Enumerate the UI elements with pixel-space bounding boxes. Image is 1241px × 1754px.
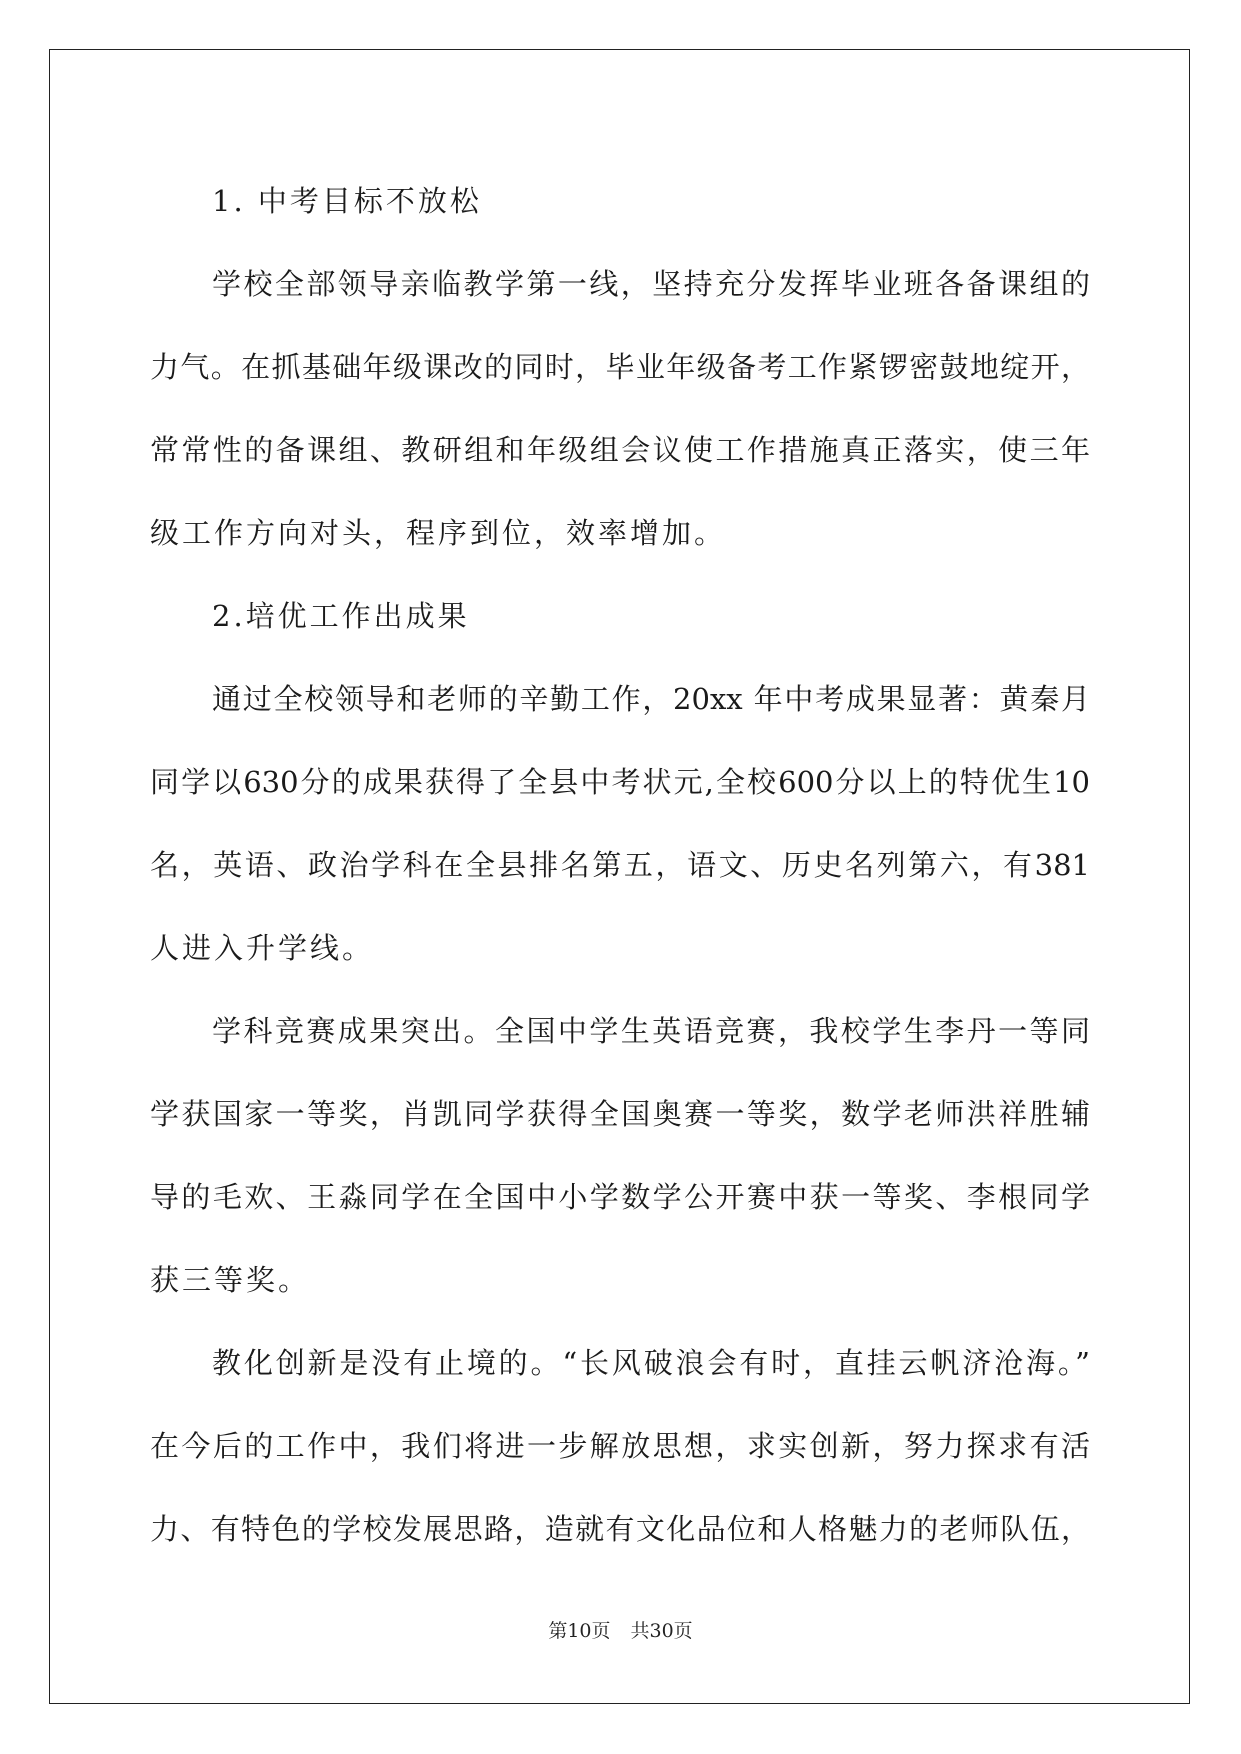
paragraph-line: 力气。在抓基础年级课改的同时，毕业年级备考工作紧锣密鼓地绽开， <box>150 350 1090 384</box>
paragraph-line: 导的毛欢、王淼同学在全国中小学数学公开赛中获一等奖、李根同学 <box>150 1180 1090 1214</box>
paragraph-line: 教化创新是没有止境的。“长风破浪会有时，直挂云帆济沧海。” <box>212 1346 1090 1380</box>
paragraph-line: 人进入升学线。 <box>150 931 375 965</box>
paragraph-line: 同学以630分的成果获得了全县中考状元,全校600分以上的特优生10 <box>150 765 1090 799</box>
paragraph-line: 名，英语、政治学科在全县排名第五，语文、历史名列第六，有381 <box>150 848 1090 882</box>
heading-2: 2.培优工作出成果 <box>212 599 470 633</box>
paragraph-line: 学校全部领导亲临教学第一线，坚持充分发挥毕业班各备课组的 <box>212 267 1090 301</box>
paragraph-line: 学获国家一等奖，肖凯同学获得全国奥赛一等奖，数学老师洪祥胜辅 <box>150 1097 1090 1131</box>
heading-1: 1. 中考目标不放松 <box>212 184 482 218</box>
page-total: 共30页 <box>630 1620 693 1642</box>
paragraph-line: 获三等奖。 <box>150 1263 311 1297</box>
paragraph-line: 学科竞赛成果突出。全国中学生英语竞赛，我校学生李丹一等同 <box>212 1014 1090 1048</box>
paragraph-line: 级工作方向对头，程序到位，效率增加。 <box>150 516 727 550</box>
page-number: 第10页 <box>548 1620 611 1642</box>
paragraph-line: 在今后的工作中，我们将进一步解放思想，求实创新，努力探求有活 <box>150 1429 1090 1463</box>
document-body <box>150 160 1090 1571</box>
paragraph-line: 通过全校领导和老师的辛勤工作，20xx 年中考成果显著：黄秦月 <box>212 682 1090 716</box>
page-footer <box>0 1616 1241 1643</box>
paragraph-line: 力、有特色的学校发展思路，造就有文化品位和人格魅力的老师队伍， <box>150 1512 1090 1546</box>
paragraph-line: 常常性的备课组、教研组和年级组会议使工作措施真正落实，使三年 <box>150 433 1090 467</box>
